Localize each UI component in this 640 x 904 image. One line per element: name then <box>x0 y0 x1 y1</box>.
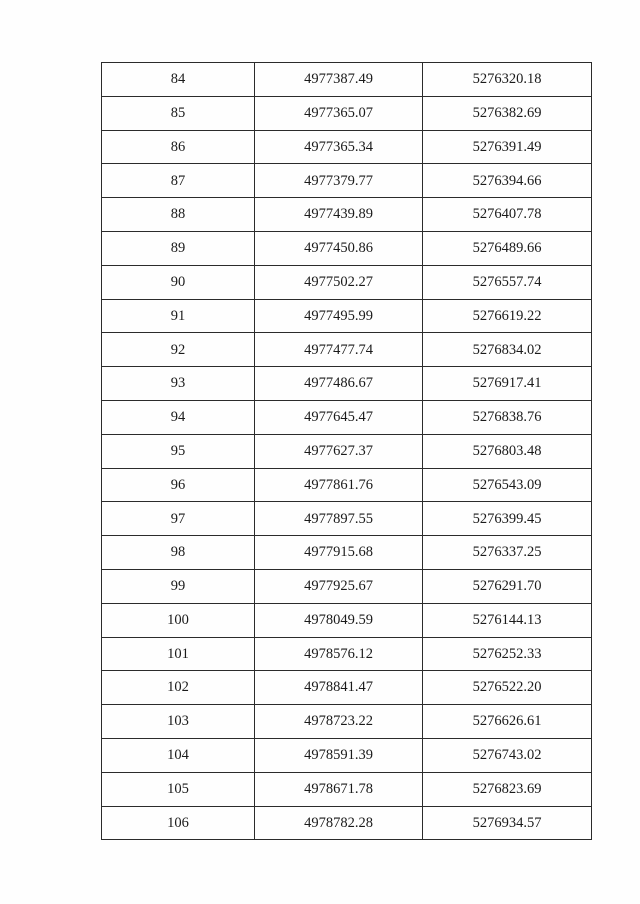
x-coordinate: 4977379.77 <box>255 164 423 198</box>
point-number: 90 <box>102 265 255 299</box>
x-coordinate: 4977502.27 <box>255 265 423 299</box>
y-coordinate: 5276557.74 <box>423 265 592 299</box>
point-number: 101 <box>102 637 255 671</box>
table-row <box>102 569 592 603</box>
table-row <box>102 265 592 299</box>
point-number: 93 <box>102 367 255 401</box>
table-row <box>102 231 592 265</box>
table-row <box>102 434 592 468</box>
y-coordinate: 5276619.22 <box>423 299 592 333</box>
point-number: 102 <box>102 671 255 705</box>
x-coordinate: 4977861.76 <box>255 468 423 502</box>
y-coordinate: 5276834.02 <box>423 333 592 367</box>
table-row <box>102 96 592 130</box>
table-row <box>102 738 592 772</box>
table-row <box>102 400 592 434</box>
table-row <box>102 806 592 840</box>
y-coordinate: 5276917.41 <box>423 367 592 401</box>
x-coordinate: 4978591.39 <box>255 738 423 772</box>
x-coordinate: 4977495.99 <box>255 299 423 333</box>
y-coordinate: 5276743.02 <box>423 738 592 772</box>
table-row <box>102 468 592 502</box>
x-coordinate: 4978841.47 <box>255 671 423 705</box>
point-number: 100 <box>102 603 255 637</box>
y-coordinate: 5276394.66 <box>423 164 592 198</box>
x-coordinate: 4977477.74 <box>255 333 423 367</box>
y-coordinate: 5276522.20 <box>423 671 592 705</box>
x-coordinate: 4977365.07 <box>255 96 423 130</box>
x-coordinate: 4977365.34 <box>255 130 423 164</box>
point-number: 84 <box>102 63 255 97</box>
point-number: 99 <box>102 569 255 603</box>
table-row <box>102 130 592 164</box>
x-coordinate: 4977387.49 <box>255 63 423 97</box>
y-coordinate: 5276320.18 <box>423 63 592 97</box>
y-coordinate: 5276291.70 <box>423 569 592 603</box>
point-number: 104 <box>102 738 255 772</box>
y-coordinate: 5276337.25 <box>423 536 592 570</box>
point-number: 97 <box>102 502 255 536</box>
table-row <box>102 536 592 570</box>
table-row <box>102 705 592 739</box>
table-row <box>102 333 592 367</box>
point-number: 88 <box>102 198 255 232</box>
table-row <box>102 671 592 705</box>
x-coordinate: 4978723.22 <box>255 705 423 739</box>
x-coordinate: 4977925.67 <box>255 569 423 603</box>
y-coordinate: 5276144.13 <box>423 603 592 637</box>
table-row <box>102 299 592 333</box>
y-coordinate: 5276382.69 <box>423 96 592 130</box>
point-number: 106 <box>102 806 255 840</box>
table-row <box>102 502 592 536</box>
point-number: 91 <box>102 299 255 333</box>
y-coordinate: 5276543.09 <box>423 468 592 502</box>
table-row <box>102 164 592 198</box>
point-number: 105 <box>102 772 255 806</box>
x-coordinate: 4978576.12 <box>255 637 423 671</box>
x-coordinate: 4978671.78 <box>255 772 423 806</box>
y-coordinate: 5276391.49 <box>423 130 592 164</box>
x-coordinate: 4977486.67 <box>255 367 423 401</box>
y-coordinate: 5276489.66 <box>423 231 592 265</box>
y-coordinate: 5276626.61 <box>423 705 592 739</box>
coordinate-table-body <box>102 63 592 840</box>
y-coordinate: 5276399.45 <box>423 502 592 536</box>
point-number: 87 <box>102 164 255 198</box>
y-coordinate: 5276252.33 <box>423 637 592 671</box>
x-coordinate: 4977645.47 <box>255 400 423 434</box>
table-row <box>102 198 592 232</box>
y-coordinate: 5276823.69 <box>423 772 592 806</box>
x-coordinate: 4977450.86 <box>255 231 423 265</box>
point-number: 89 <box>102 231 255 265</box>
table-row <box>102 637 592 671</box>
x-coordinate: 4977627.37 <box>255 434 423 468</box>
table-row <box>102 63 592 97</box>
y-coordinate: 5276803.48 <box>423 434 592 468</box>
point-number: 95 <box>102 434 255 468</box>
x-coordinate: 4978782.28 <box>255 806 423 840</box>
point-number: 85 <box>102 96 255 130</box>
point-number: 103 <box>102 705 255 739</box>
x-coordinate: 4977439.89 <box>255 198 423 232</box>
point-number: 96 <box>102 468 255 502</box>
table-row <box>102 367 592 401</box>
y-coordinate: 5276934.57 <box>423 806 592 840</box>
y-coordinate: 5276838.76 <box>423 400 592 434</box>
table-row <box>102 772 592 806</box>
point-number: 92 <box>102 333 255 367</box>
x-coordinate: 4977915.68 <box>255 536 423 570</box>
point-number: 98 <box>102 536 255 570</box>
x-coordinate: 4977897.55 <box>255 502 423 536</box>
y-coordinate: 5276407.78 <box>423 198 592 232</box>
coordinate-table <box>101 62 592 840</box>
table-row <box>102 603 592 637</box>
x-coordinate: 4978049.59 <box>255 603 423 637</box>
point-number: 86 <box>102 130 255 164</box>
point-number: 94 <box>102 400 255 434</box>
